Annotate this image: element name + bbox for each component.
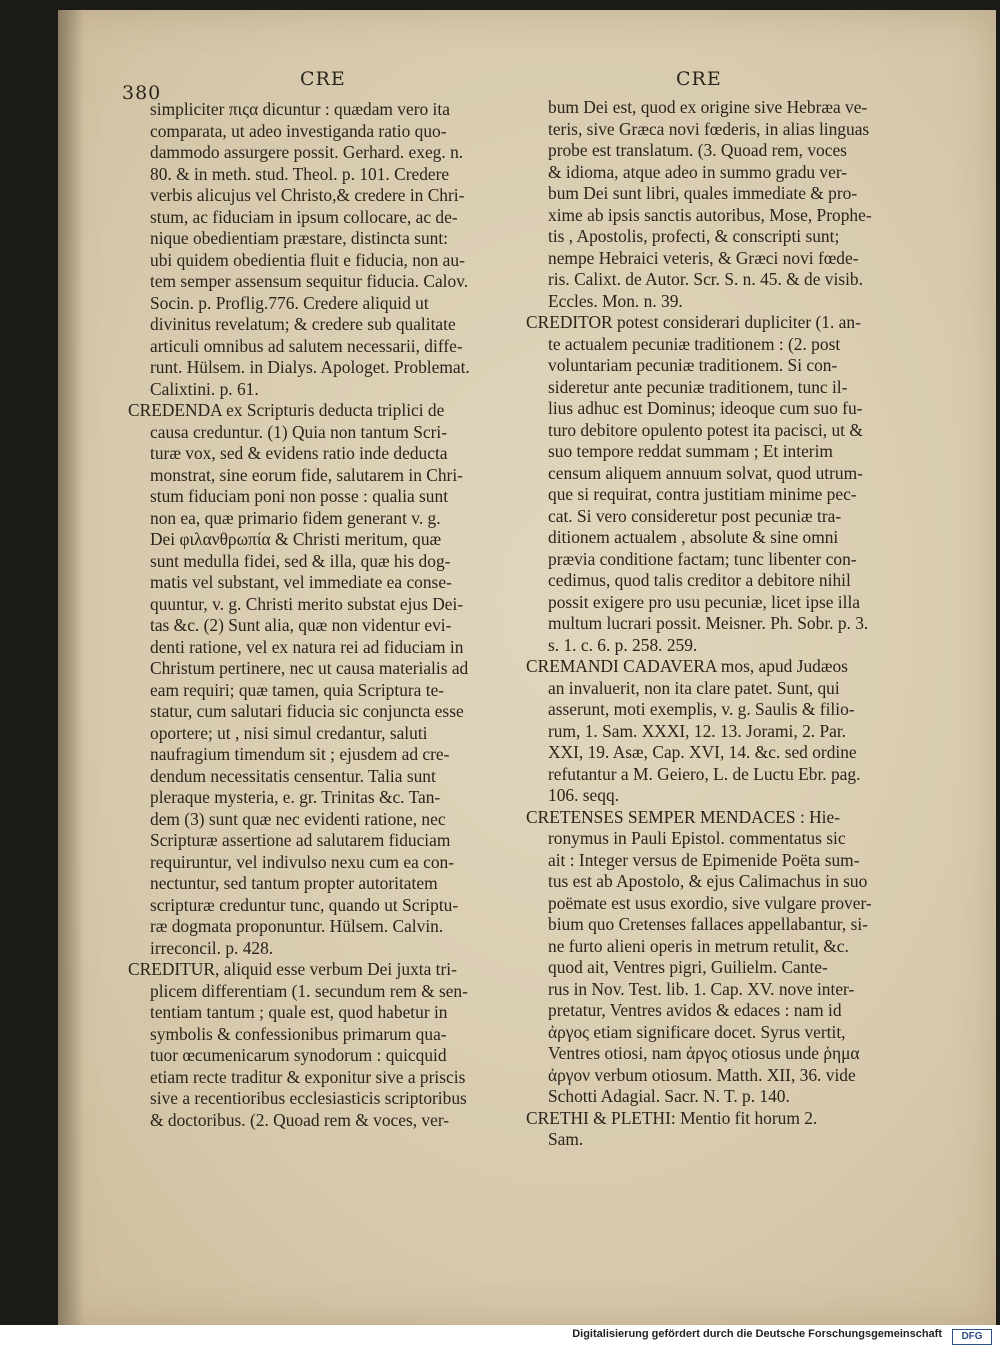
- text-line: irreconcil. p. 428.: [150, 937, 274, 958]
- text-line: prævia conditione factam; tunc libenter con-: [548, 548, 857, 569]
- text-line: denti ratione, vel ex natura rei ad fiduciam in: [150, 636, 464, 657]
- text-line: ἀργον verbum otiosum. Matth. XII, 36. vide: [548, 1064, 856, 1085]
- text-line: Socin. p. Proflig.776. Credere aliquid ut: [150, 292, 429, 313]
- text-line: ait : Integer versus de Epimenide Poëta sum-: [548, 849, 860, 870]
- text-line: Christum pertinere, nec ut causa materialis ad: [150, 658, 469, 678]
- text-line: voluntariam pecuniæ traditionem. Si con-: [548, 355, 838, 375]
- text-line: suo tempore reddat summam ; Et interim: [548, 441, 833, 461]
- text-line: requiruntur, vel indivulso nexu cum ea con-: [150, 851, 455, 872]
- text-line: verbis alicujus vel Christo,& credere in Chri-: [150, 185, 465, 205]
- text-line: Eccles. Mon. n. 39.: [548, 290, 683, 311]
- text-line: ræ dogmata proponuntur. Hülsem. Calvin.: [150, 916, 444, 936]
- text-line: 106. seqq.: [548, 785, 620, 805]
- text-line: ronymus in Pauli Epistol. commentatus sic: [548, 828, 846, 848]
- text-line: turæ vox, sed & evidens ratio inde deducta: [150, 443, 448, 463]
- text-line: ne furto alieni operis in metrum retulit, &c.: [548, 935, 849, 956]
- text-line: censum aliquem annuum solvat, quod utrum-: [548, 462, 863, 483]
- text-line: stum, ac fiduciam in ipsum collocare, ac de-: [150, 206, 458, 227]
- text-line: nempe Hebraici veteris, & Græci novi fœde-: [548, 247, 859, 268]
- text-line: bum Dei sunt libri, quales immediate & pro-: [548, 183, 858, 203]
- page-gutter-shadow: [58, 10, 84, 1325]
- left-text-column: [128, 99, 558, 1131]
- text-line: CREDENDA ex Scripturis deducta triplici de: [128, 400, 445, 420]
- dfg-logo: DFG: [952, 1329, 992, 1345]
- text-line: rum, 1. Sam. XXXI, 12. 13. Jorami, 2. Par.: [548, 720, 847, 741]
- text-line: tas &c. (2) Sunt alia, quæ non videntur evi-: [150, 615, 452, 635]
- text-line: symbolis & confessionibus primarum qua-: [150, 1023, 447, 1044]
- text-line: quod ait, Ventres pigri, Guilielm. Cante-: [548, 957, 828, 977]
- text-line: ditionem actualem , absolute & sine omni: [548, 527, 839, 547]
- text-line: probe est translatum. (3. Quoad rem, voces: [548, 140, 847, 160]
- text-line: monstrat, sine eorum fide, salutarem in Chri-: [150, 464, 463, 485]
- text-line: tentiam tantum ; quale est, quod habetur in: [150, 1002, 448, 1022]
- text-line: Sam.: [548, 1129, 584, 1149]
- text-line: s. 1. c. 6. p. 258. 259.: [548, 634, 698, 655]
- text-line: Schotti Adagial. Sacr. N. T. p. 140.: [548, 1086, 790, 1106]
- text-line: que si requirat, contra justitiam minime pec-: [548, 484, 857, 504]
- text-line: an invaluerit, non ita clare patet. Sunt, qui: [548, 677, 840, 698]
- running-head-left: CRE: [300, 68, 346, 90]
- text-line: teris, sive Græca novi fœderis, in alias linguas: [548, 118, 870, 139]
- text-line: nique obedientiam præstare, distincta sunt:: [150, 228, 448, 248]
- text-line: divinitus revelatum; & credere sub qualitate: [150, 314, 456, 334]
- text-line: causa creduntur. (1) Quia non tantum Scri-: [150, 421, 447, 442]
- text-line: bium quo Cretenses fallaces appellabantur, si-: [548, 914, 868, 934]
- text-line: & idioma, atque adeo in summo gradu ver-: [548, 161, 848, 182]
- text-line: lius adhuc est Dominus; ideoque cum suo fu-: [548, 398, 863, 418]
- text-line: scripturæ creduntur tunc, quando ut Scriptu-: [150, 894, 459, 915]
- funding-notice: Digitalisierung gefördert durch die Deutsche Forschungsgemeinschaft: [572, 1328, 942, 1340]
- text-line: plicem differentiam (1. secundum rem & sen-: [150, 980, 468, 1001]
- text-line: dem (3) sunt quæ nec evidenti ratione, nec: [150, 808, 446, 829]
- text-line: statur, cum salutari fiducia sic conjuncta esse: [150, 701, 464, 721]
- text-line: XXI, 19. Asæ, Cap. XVI, 14. &c. sed ordine: [548, 742, 857, 762]
- text-line: CREDITOR potest considerari dupliciter (1. an-: [526, 312, 861, 332]
- text-line: dammodo assurgere possit. Gerhard. exeg. n.: [150, 142, 464, 162]
- text-line: matis vel substant, vel immediate ea conse-: [150, 572, 452, 592]
- text-line: bum Dei est, quod ex origine sive Hebræa ve-: [548, 97, 868, 117]
- text-line: dendum necessitatis censentur. Talia sunt: [150, 765, 436, 786]
- text-line: poëmate est usus exordio, sive vulgare prover-: [548, 892, 872, 913]
- text-line: sideretur ante pecuniæ traditionem, tunc il-: [548, 376, 848, 397]
- text-line: ris. Calixt. de Autor. Scr. S. n. 45. & de visib.: [548, 269, 863, 289]
- text-line: pretatur, Ventres avidos & edaces : nam id: [548, 1000, 842, 1020]
- text-line: refutantur a M. Geiero, L. de Luctu Ebr. pag.: [548, 763, 861, 784]
- text-line: CRETENSES SEMPER MENDACES : Hie-: [526, 806, 841, 827]
- text-line: CREDITUR, aliquid esse verbum Dei juxta tri-: [128, 959, 457, 979]
- page-number: 380: [122, 82, 162, 104]
- right-text-column: [526, 97, 926, 1151]
- text-line: eam requiri; quæ tamen, quia Scriptura te-: [150, 679, 445, 700]
- text-line: te actualem pecuniæ traditionem : (2. post: [548, 333, 841, 354]
- text-line: naufragium timendum sit ; ejusdem ad cre-: [150, 744, 450, 764]
- text-line: & doctoribus. (2. Quoad rem & voces, ver-: [150, 1109, 450, 1130]
- text-line: cat. Si vero consideretur post pecuniæ tra-: [548, 505, 842, 526]
- text-line: Calixtini. p. 61.: [150, 378, 259, 399]
- text-line: CREMANDI CADAVERA mos, apud Judæos: [526, 656, 848, 676]
- text-line: etiam recte traditur & exponitur sive a priscis: [150, 1066, 466, 1087]
- text-line: Scripturæ assertione ad salutarem fiduciam: [150, 830, 451, 850]
- text-line: stum fiduciam poni non posse : qualia sunt: [150, 486, 449, 506]
- text-line: turo debitore opulento potest ita pacisci, ut &: [548, 419, 863, 440]
- text-line: non ea, quæ primario fidem generant v. g.: [150, 507, 441, 528]
- text-line: CRETHI & PLETHI: Mentio fit horum 2.: [526, 1107, 818, 1128]
- text-line: articuli omnibus ad salutem necessarii, diffe-: [150, 335, 463, 356]
- text-line: possit exigere pro usu pecuniæ, licet ipse illa: [548, 591, 860, 612]
- text-line: xime ab ipsis sanctis autoribus, Mose, Prophe-: [548, 204, 872, 225]
- text-line: tem semper assensum sequitur fiducia. Calov.: [150, 271, 469, 291]
- text-line: multum lucrari possit. Meisner. Ph. Sobr. p. 3.: [548, 613, 869, 633]
- text-line: ἀργος etiam significare docet. Syrus vertit,: [548, 1021, 846, 1042]
- text-line: simpliciter πιςα dicuntur : quædam vero ita: [150, 99, 450, 119]
- text-line: cedimus, quod talis creditor a debitore nihil: [548, 570, 851, 590]
- text-line: oportere; ut , nisi simul credantur, saluti: [150, 722, 428, 743]
- text-line: tus est ab Apostolo, & ejus Calimachus in suo: [548, 871, 868, 891]
- text-line: nectuntur, sed tantum propter autoritatem: [150, 873, 438, 893]
- text-line: tuor œcumenicarum synodorum : quicquid: [150, 1045, 447, 1065]
- text-line: rus in Nov. Test. lib. 1. Cap. XV. nove inter-: [548, 978, 855, 999]
- text-line: asserunt, moti exemplis, v. g. Saulis & filio-: [548, 699, 855, 719]
- text-line: sunt medulla fidei, sed & illa, quæ his dog-: [150, 550, 451, 571]
- text-line: sive a recentioribus ecclesiasticis scriptoribus: [150, 1088, 467, 1108]
- text-line: quuntur, v. g. Christi merito substat ejus Dei-: [150, 593, 464, 614]
- text-line: runt. Hülsem. in Dialys. Apologet. Problemat.: [150, 357, 470, 377]
- text-line: comparata, ut adeo investiganda ratio quo-: [150, 120, 447, 141]
- text-line: Dei φιλανθρωπία & Christi meritum, quæ: [150, 529, 442, 549]
- text-line: Ventres otiosi, nam ἀργος otiosus unde ῥημα: [548, 1043, 860, 1063]
- text-line: ubi quidem obedientia fluit e fiducia, non au-: [150, 249, 465, 270]
- text-line: tis , Apostolis, profecti, & conscripti sunt;: [548, 226, 840, 246]
- text-line: pleraque mysteria, e. gr. Trinitas &c. Tan-: [150, 787, 441, 807]
- running-head-right: CRE: [676, 68, 722, 90]
- text-line: 80. & in meth. stud. Theol. p. 101. Credere: [150, 163, 450, 184]
